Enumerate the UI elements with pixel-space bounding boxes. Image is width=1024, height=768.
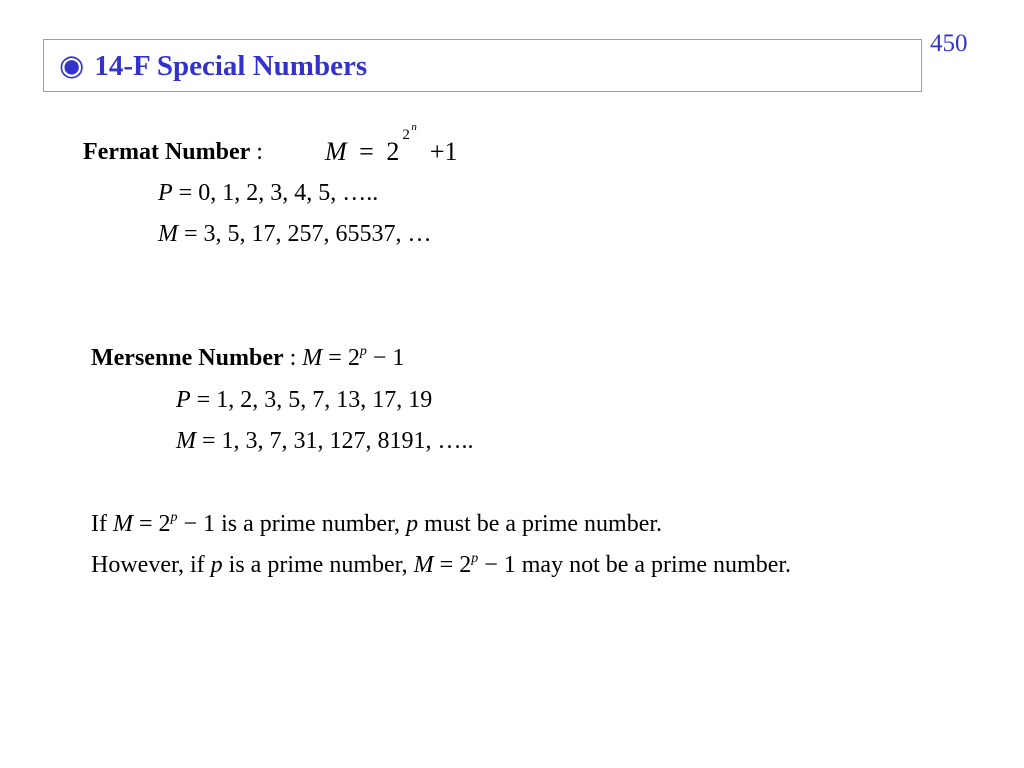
title-box [43,39,922,92]
statement-2-eq: = 2 [433,552,472,578]
fermat-p-var: P [158,180,173,206]
page-number: 450 [930,30,968,57]
statement-2-p: p [210,552,223,578]
statement-2-var: M [413,552,434,578]
fermat-formula [325,121,458,167]
statement-2-head: However, if [91,552,211,578]
mersenne-m-values: = 1, 3, 7, 31, 127, 8191, ….. [196,428,474,454]
fermat-heading [83,140,263,164]
statement-2-mid: is a prime number, [222,552,414,578]
fermat-p-values: = 0, 1, 2, 3, 4, 5, ….. [172,180,379,206]
fermat-m-line [158,222,432,246]
mersenne-formula-eq: = 2 [322,345,360,371]
target-bullet-icon: ◉ [59,50,85,82]
mersenne-formula-var: M [302,345,323,371]
page-title [59,48,367,83]
statement-1-exp: p [170,510,178,525]
statement-1-mid: − 1 is a prime number, [177,511,407,537]
statement-1-eq: = 2 [132,511,171,537]
title-text: 14-F Special Numbers [94,50,368,82]
fermat-formula-exp-exp: n [411,121,417,133]
fermat-colon: : [250,139,263,165]
mersenne-formula-tail: − 1 [366,345,405,371]
statement-2-exp: p [471,551,479,566]
fermat-formula-plus: +1 [429,137,458,166]
fermat-formula-lhs: M [325,137,347,166]
mersenne-m-line [176,429,474,453]
fermat-p-line [158,181,378,205]
statement-line-1 [91,512,662,536]
mersenne-p-line [176,388,432,412]
mersenne-heading [91,346,404,370]
mersenne-m-var: M [176,428,196,454]
statement-1-p: p [406,511,419,537]
statement-1-if: If [91,511,113,537]
statement-2-tail: − 1 may not be a prime number. [478,552,792,578]
mersenne-p-values: = 1, 2, 3, 5, 7, 13, 17, 19 [190,387,433,413]
mersenne-formula-exp: p [359,344,367,359]
statement-line-2 [91,553,791,577]
mersenne-p-var: P [176,387,191,413]
fermat-label: Fermat Number [83,139,251,165]
mersenne-colon: : [283,345,303,371]
statement-1-tail: must be a prime number. [418,511,663,537]
fermat-m-var: M [158,221,178,247]
fermat-formula-eq: = [359,137,374,166]
fermat-formula-exp-base: 2 [402,127,410,143]
statement-1-var: M [112,511,133,537]
fermat-m-values: = 3, 5, 17, 257, 65537, … [178,221,432,247]
fermat-formula-power [386,121,417,167]
mersenne-label: Mersenne Number [91,345,284,371]
fermat-formula-base: 2 [386,137,400,166]
